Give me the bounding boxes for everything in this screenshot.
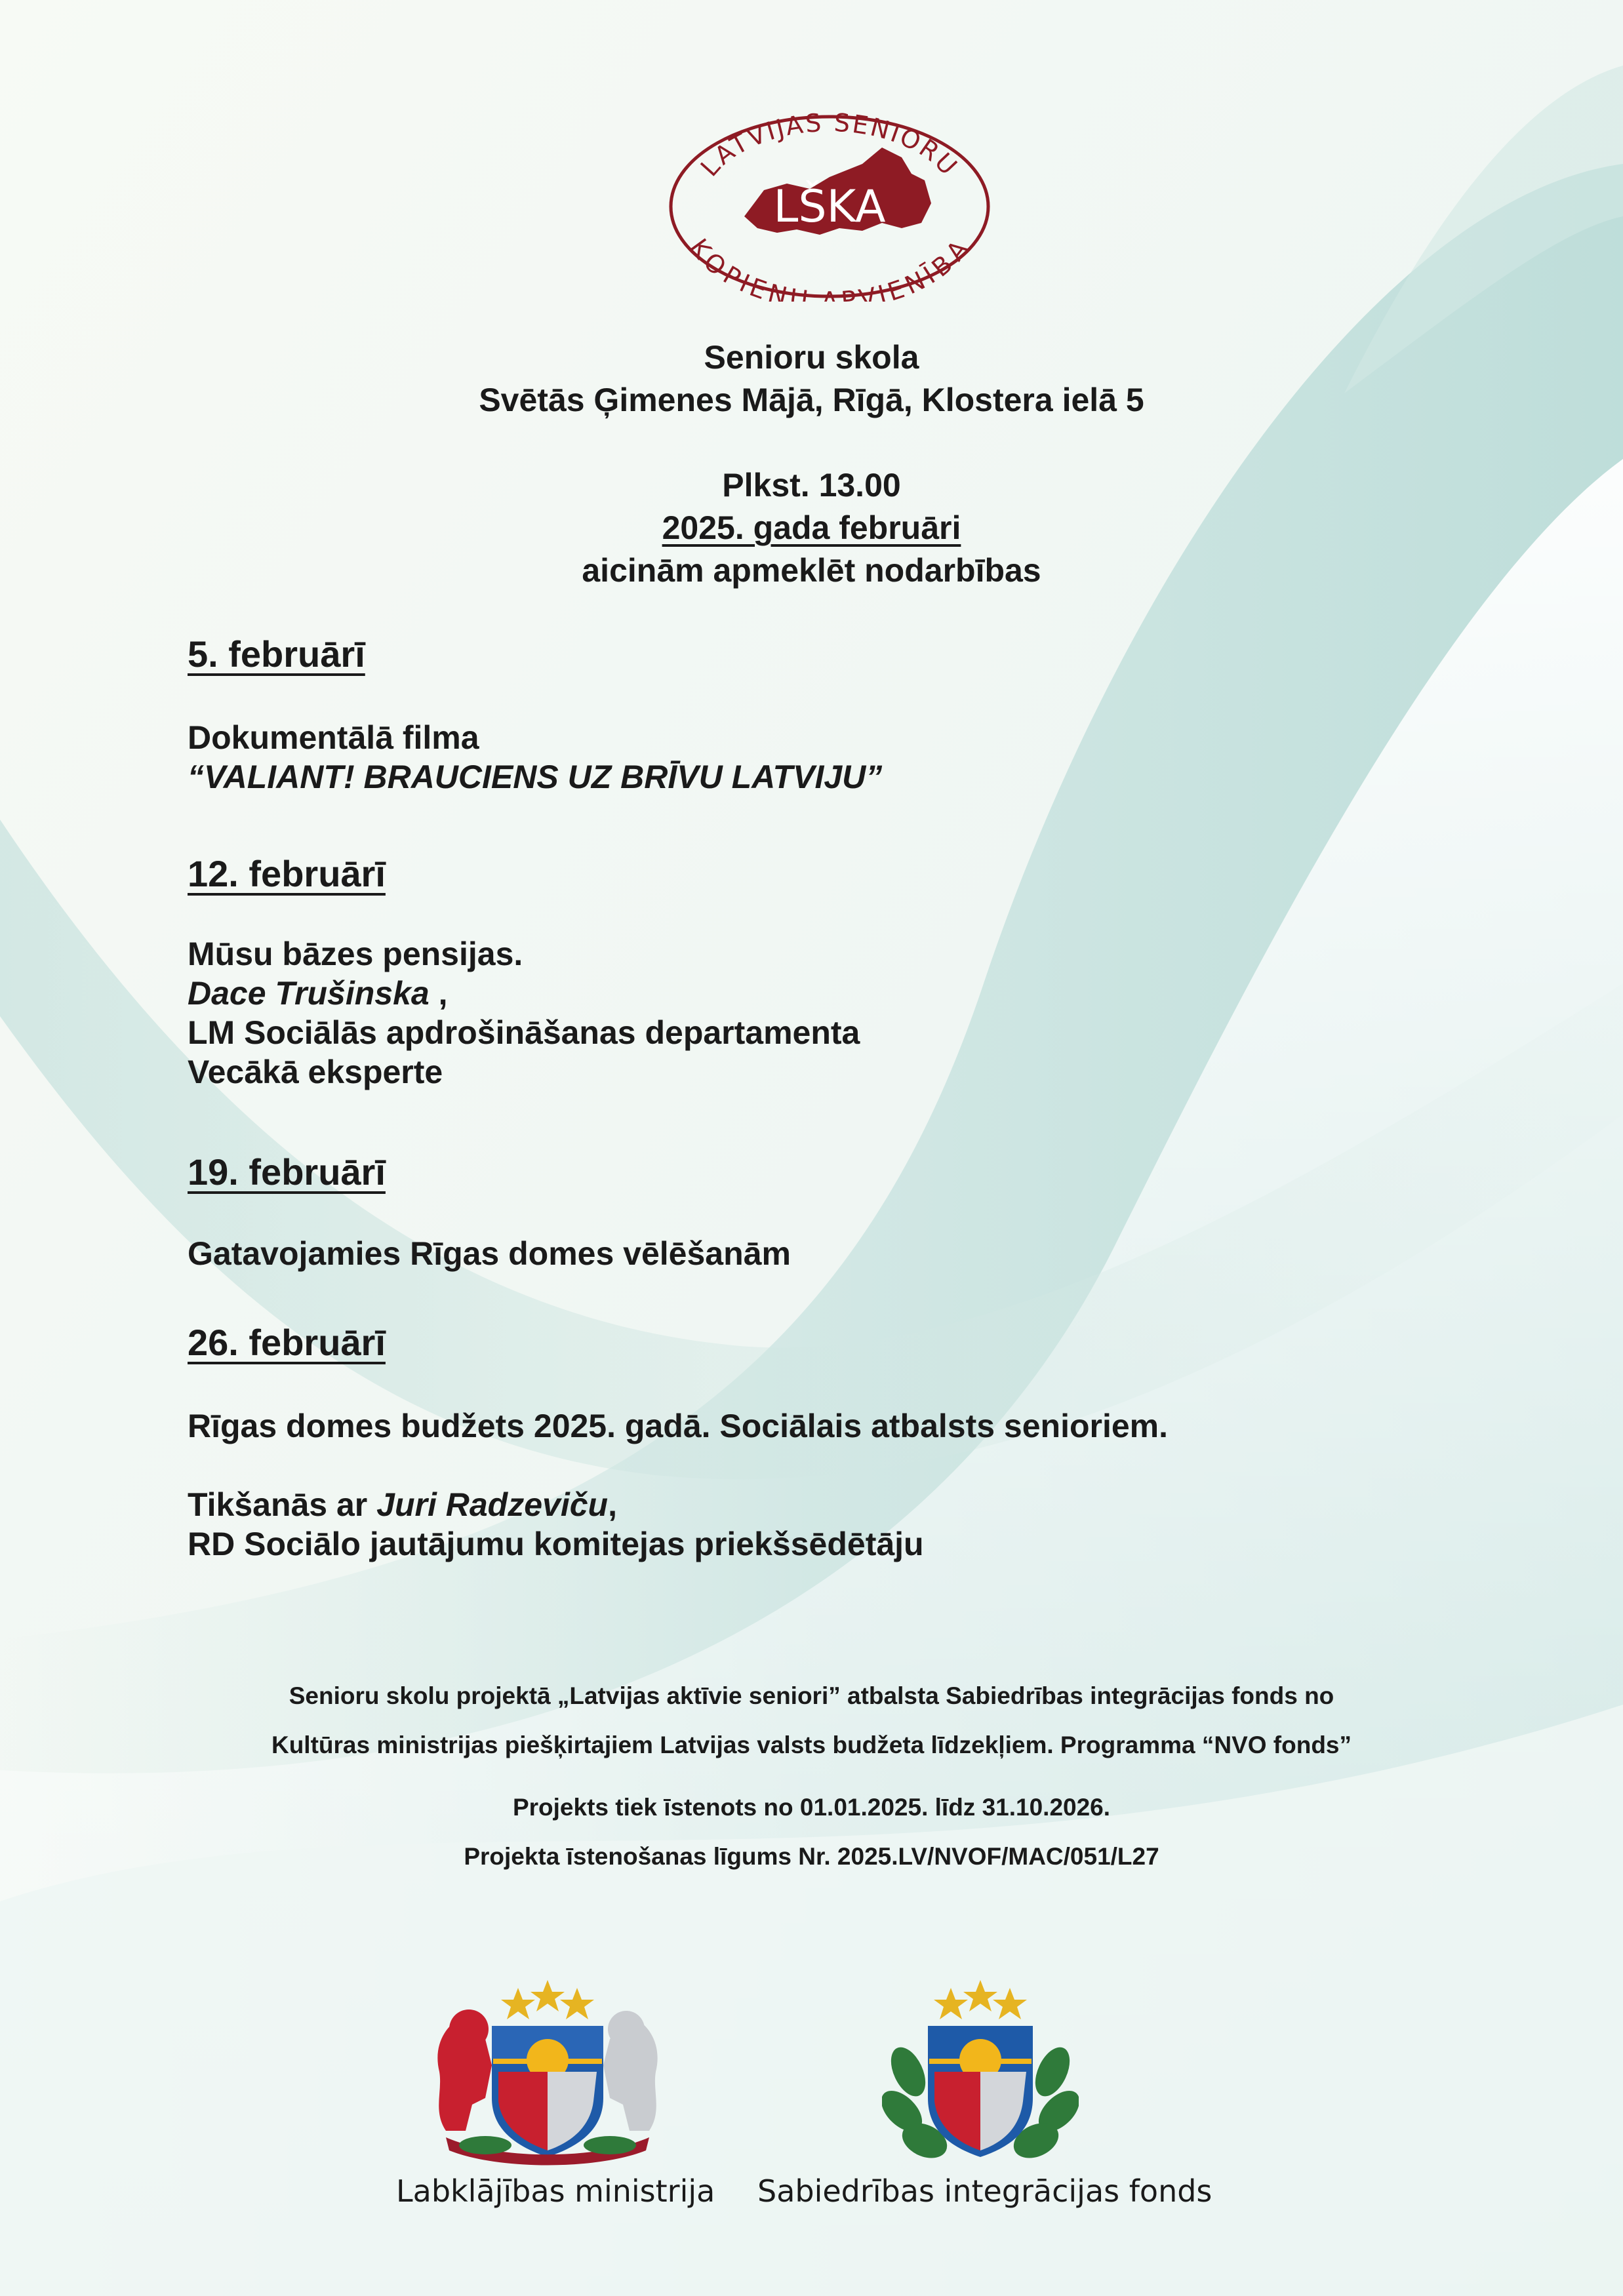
event-line: “VALIANT! BRAUCIENS UZ BRĪVU LATVIJU”: [188, 759, 883, 795]
invite-text: aicinām apmeklēt nodarbības: [582, 552, 1041, 589]
event-line: Mūsu bāzes pensijas.: [188, 936, 523, 972]
event-line: Gatavojamies Rīgas domes vēlēšanām: [188, 1235, 791, 1272]
event-1-body: [188, 718, 1499, 797]
lska-logo: [666, 111, 993, 302]
month-text: 2025. gada februāri: [662, 509, 961, 546]
logo-text-top: LATVIJAS SENIORU: [694, 111, 964, 182]
event-date: 19. februārī: [188, 1151, 386, 1193]
event-4: [188, 1321, 1499, 1364]
event-3-body: [188, 1234, 1499, 1273]
event-2: [188, 852, 1499, 896]
month-heading: [0, 508, 1623, 547]
speaker-name: Dace Trušinska: [188, 975, 430, 1012]
event-line: Vecākā eksperte: [188, 1054, 443, 1090]
lska-logo-graphic: [666, 111, 993, 302]
event-4-meeting: [188, 1485, 1499, 1564]
footer-line-1: Senioru skolu projektā „Latvijas aktīvie seniori” atbalsta Sabiedrības integrācijas fonds no: [289, 1682, 1334, 1709]
event-date: 5. februārī: [188, 633, 365, 675]
logo-monogram: LŠKA: [773, 181, 886, 233]
footer-line-2: Kultūras ministrijas piešķirtajiem Latvijas valsts budžeta līdzekļiem. Programma “NVO fonds”: [271, 1732, 1352, 1758]
event-line-speaker: [188, 1485, 1499, 1524]
event-3: [188, 1151, 1499, 1194]
lesser-coat-of-arms-icon: [882, 1973, 1079, 2177]
speaker-suffix: ,: [608, 1486, 617, 1523]
footer-line-4: Projekta īstenošanas līgums Nr. 2025.LV/NVOF/MAC/051/L27: [464, 1843, 1159, 1870]
speaker-prefix: Tikšanās ar: [188, 1486, 377, 1523]
event-line: Rīgas domes budžets 2025. gadā. Sociālais atbalsts senioriem.: [188, 1408, 1169, 1444]
event-4-body: [188, 1406, 1499, 1446]
event-2-body: [188, 934, 1499, 1092]
event-date: 26. februārī: [188, 1322, 386, 1363]
greater-coat-of-arms-icon: [420, 1973, 675, 2177]
speaker-suffix: ,: [429, 975, 448, 1012]
event-date: 12. februārī: [188, 853, 386, 894]
school-title: Senioru skola: [704, 339, 919, 376]
ministry-caption: Labklājības ministrija: [396, 2173, 715, 2209]
event-line: RD Sociālo jautājumu komitejas priekšsēdētāju: [188, 1526, 924, 1562]
logo-text-bottom: KOPIENU APVIENĪBA: [684, 233, 975, 302]
event-line-speaker: [188, 974, 1499, 1013]
svg-text:LATVIJAS SENIORU: [695, 111, 964, 182]
speaker-name: Juri Radzeviču: [376, 1486, 609, 1523]
fund-caption: Sabiedrības integrācijas fonds: [757, 2173, 1212, 2209]
event-line: Dokumentālā filma: [188, 719, 479, 756]
svg-text:KOPIENU APVIENĪBA: [684, 233, 975, 302]
footer-line-3: Projekts tiek īstenots no 01.01.2025. līdz 31.10.2026.: [512, 1794, 1111, 1821]
school-address: Svētās Ģimenes Mājā, Rīgā, Klostera ielā 5: [479, 382, 1144, 418]
event-line: LM Sociālās apdrošināšanas departamenta: [188, 1014, 860, 1051]
start-time: Plkst. 13.00: [722, 467, 901, 504]
event-1: [188, 633, 1499, 676]
